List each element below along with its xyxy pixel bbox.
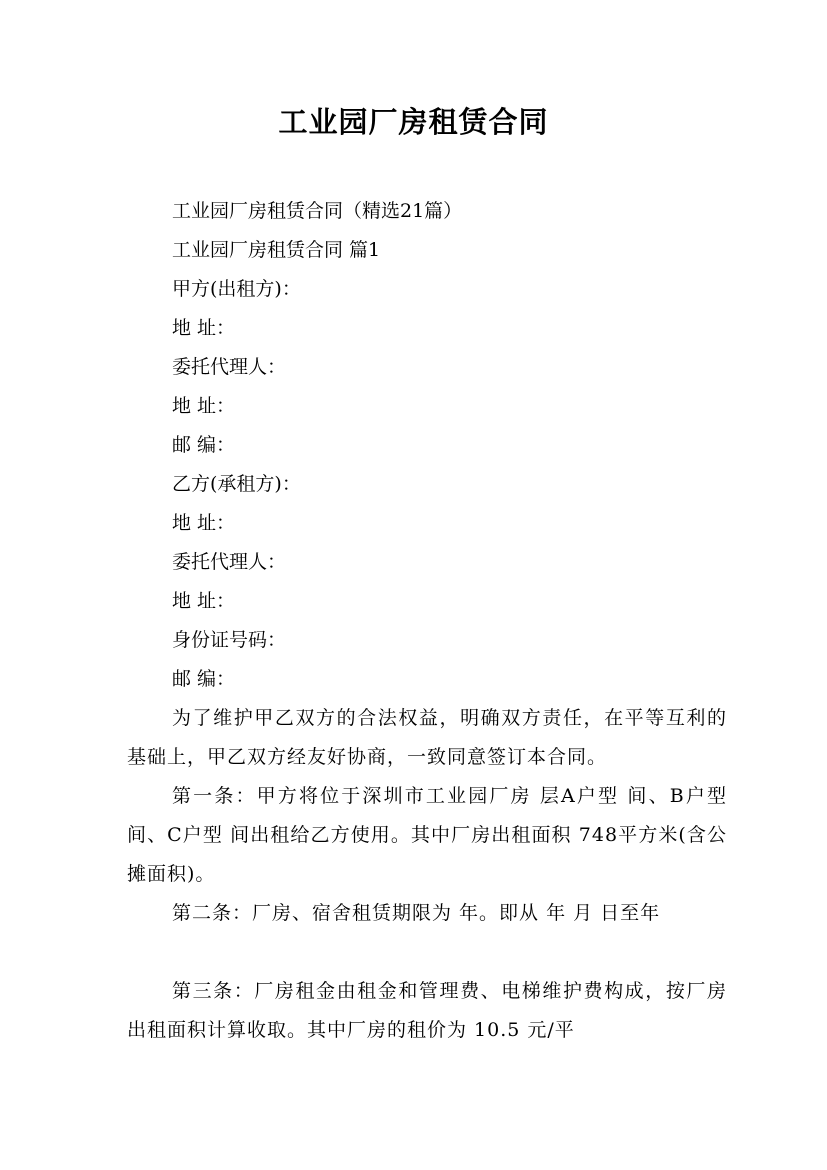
article-2-paragraph: 第二条：厂房、宿舍租赁期限为 年。即从 年 月 日至年 xyxy=(172,902,661,924)
party-a-postcode-label: 邮 编： xyxy=(172,434,236,456)
party-a-address-label: 地 址： xyxy=(172,317,236,339)
party-b-id-number-label: 身份证号码： xyxy=(172,629,287,651)
article-1-paragraph: 第一条：甲方将位于深圳市工业园厂房 层A户型 间、B户型 间、C户型 间出租给乙方使用。其中厂房出租面积 748平方米(含公摊面积)。 xyxy=(127,785,727,885)
party-b-address-label: 地 址： xyxy=(172,512,236,534)
party-b-agent-address-label: 地 址： xyxy=(172,590,236,612)
section-heading: 工业园厂房租赁合同 篇1 xyxy=(172,239,381,261)
document-subtitle: 工业园厂房租赁合同（精选21篇） xyxy=(172,200,463,222)
party-a-label: 甲方(出租方)： xyxy=(172,278,301,300)
party-b-postcode-label: 邮 编： xyxy=(172,668,236,690)
preamble-paragraph: 为了维护甲乙双方的合法权益，明确双方责任，在平等互利的基础上，甲乙双方经友好协商，一致同意签订本合同。 xyxy=(127,707,727,768)
party-a-agent-address-label: 地 址： xyxy=(172,395,236,417)
document-title: 工业园厂房租赁合同 xyxy=(278,105,549,139)
party-b-label: 乙方(承租方)： xyxy=(172,473,301,495)
article-3-paragraph: 第三条：厂房租金由租金和管理费、电梯维护费构成，按厂房出租面积计算收取。其中厂房的租价为 10.5 元/平 xyxy=(127,980,727,1041)
party-a-agent-label: 委托代理人： xyxy=(172,356,287,378)
party-b-agent-label: 委托代理人： xyxy=(172,551,287,573)
